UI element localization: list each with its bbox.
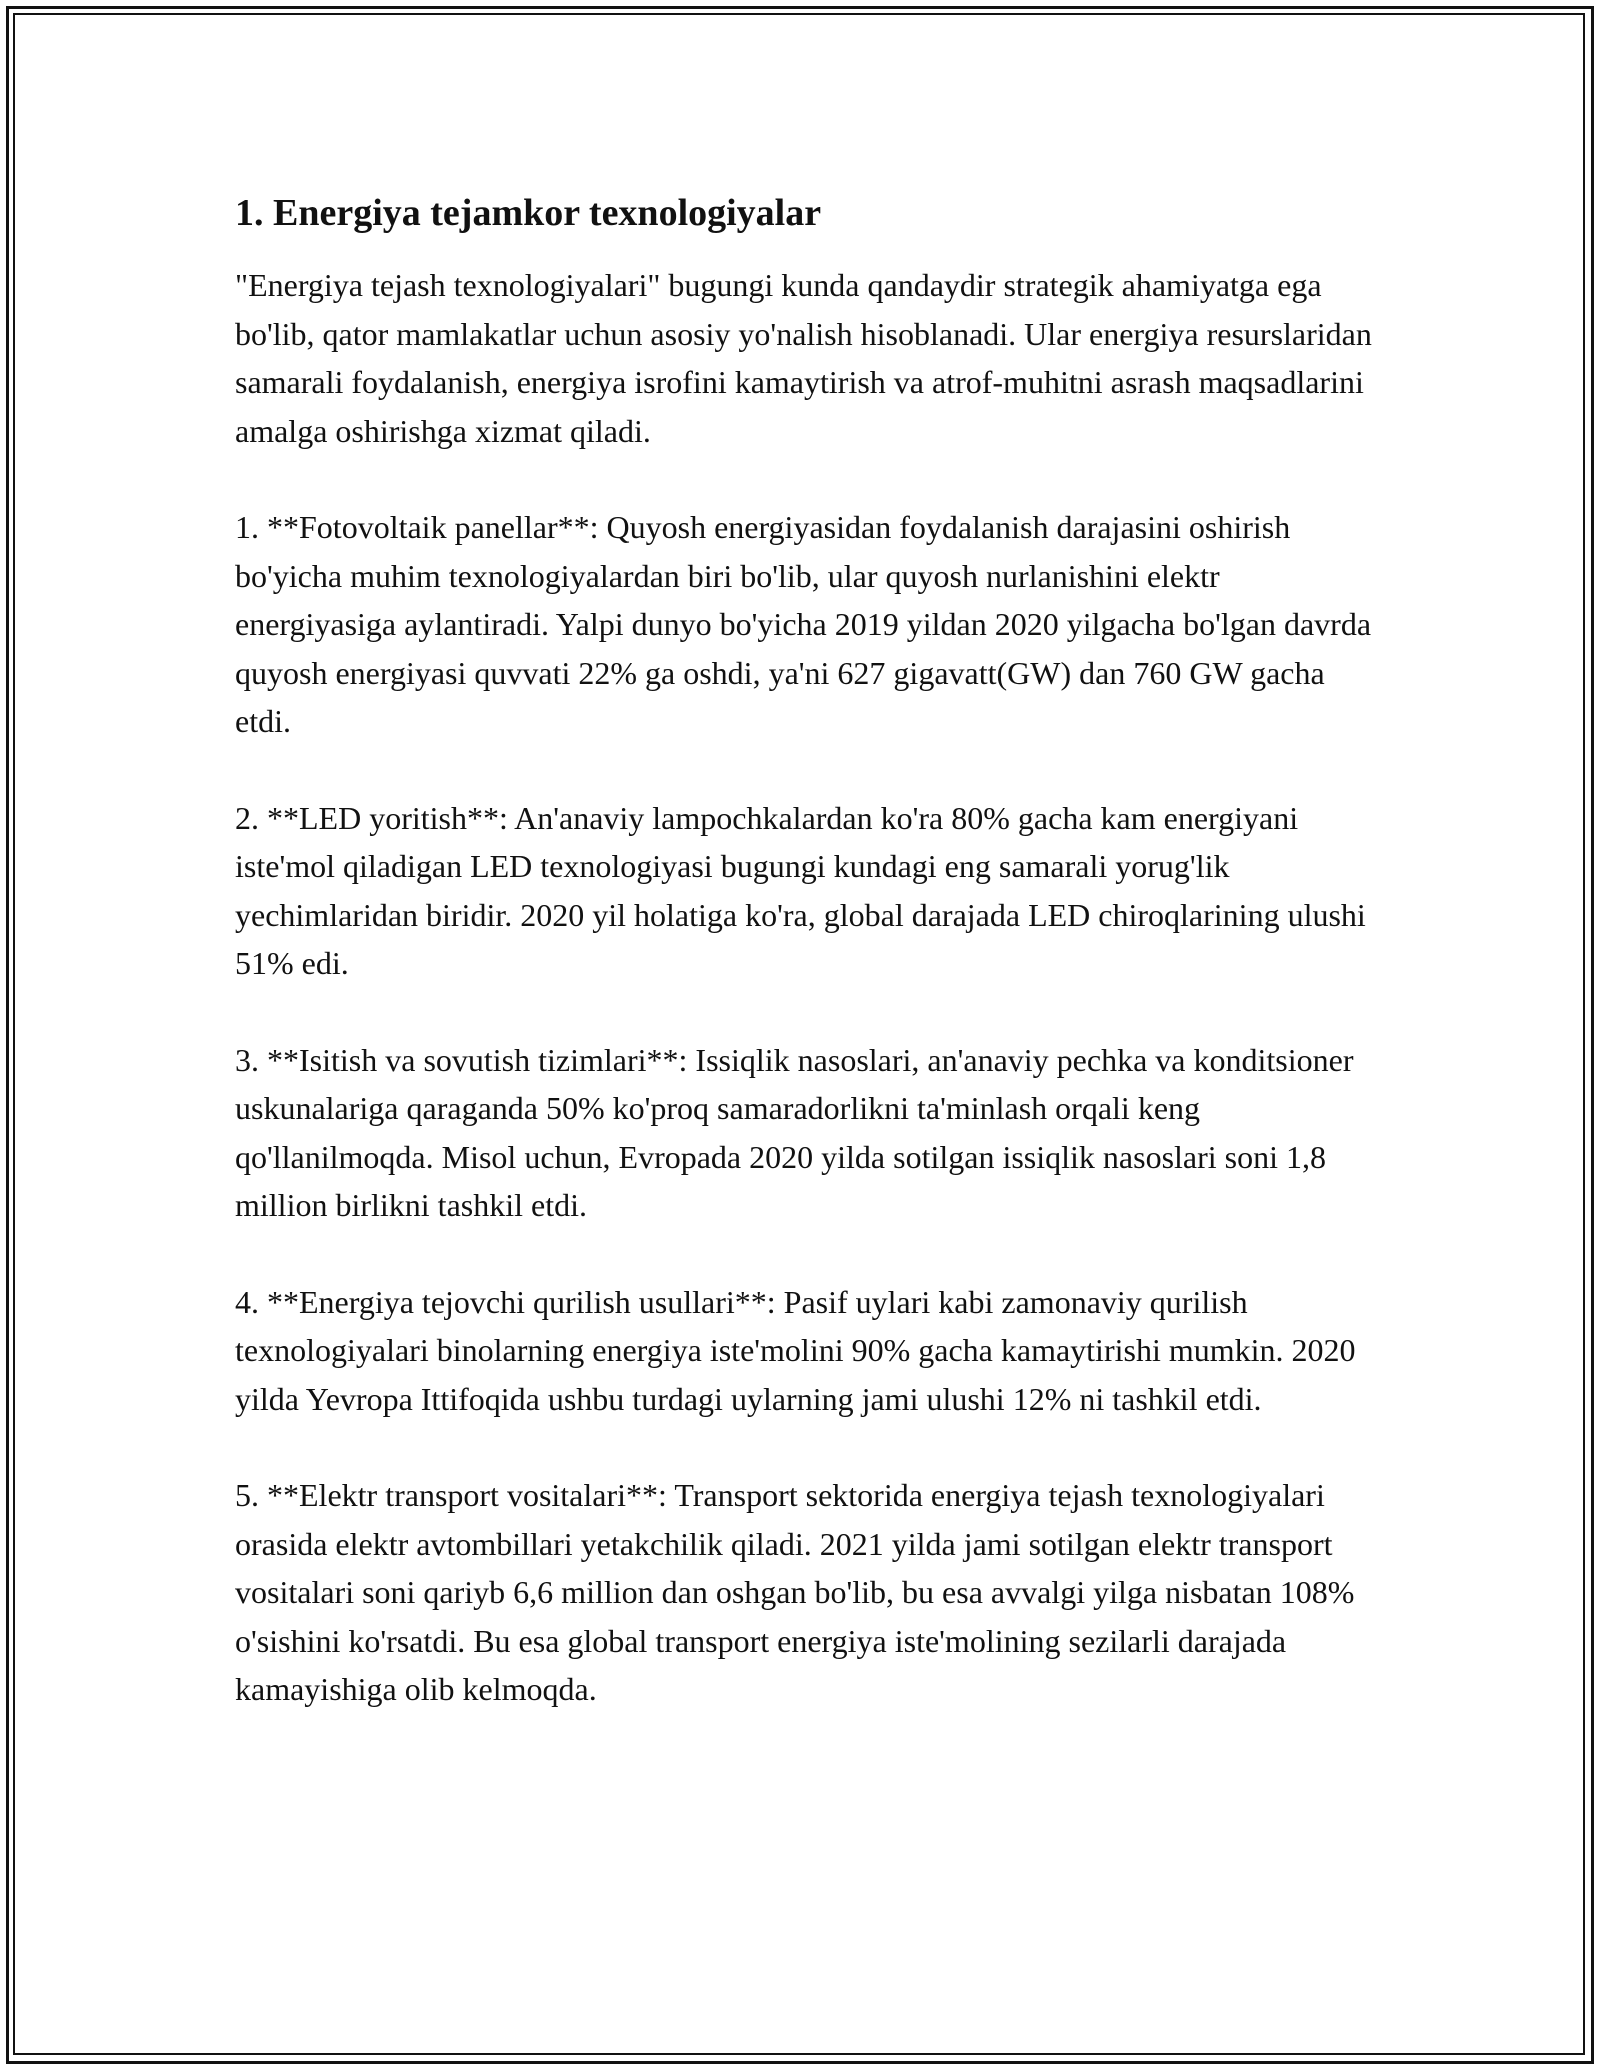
document-title: 1. Energiya tejamkor texnologiyalar: [235, 192, 822, 234]
document-body: [235, 185, 1375, 1762]
list-item-led-lighting: 2. **LED yoritish**: An'anaviy lampochkalardan ko'ra 80% gacha kam energiyani iste'mol qiladigan LED texnologiyasi bugungi kundagi eng samarali yorug'lik yechimlaridan biridir. 2020 yil holatiga ko'ra, global darajada LED chiroqlarining ulushi 51% edi.: [235, 799, 1366, 981]
intro-paragraph: "Energiya tejash texnologiyalari" bugungi kunda qandaydir strategik ahamiyatga ega bo'lib, qator mamlakatlar uchun asosiy yo'nalish hisoblanadi. Ular energiya resurslaridan samarali foydalanish, energiya isrofini kamaytirish va atrof-muhitni asrash maqsadlarini amalga oshirishga xizmat qiladi.: [235, 267, 1372, 449]
list-item-photovoltaic-panels: 1. **Fotovoltaik panellar**: Quyosh energiyasidan foydalanish darajasini oshirish bo'yicha muhim texnologiyalardan biri bo'lib, ular quyosh nurlanishini elektr energiyasiga aylantiradi. Yalpi dunyo bo'yicha 2019 yildan 2020 yilgacha bo'lgan davrda quyosh energiyasi quvvati 22% ga oshdi, ya'ni 627 gigavatt(GW) dan 760 GW gacha etdi.: [235, 509, 1372, 739]
list-item-electric-vehicles: 5. **Elektr transport vositalari**: Transport sektorida energiya tejash texnologiyalari orasida elektr avtombillari yetakchilik qiladi. 2021 yilda jami sotilgan elektr transport vositalari soni qariyb 6,6 million dan oshgan bo'lib, bu esa avvalgi yilga nisbatan 108% o'sishini ko'rsatdi. Bu esa global transport energiya iste'molining sezilarli darajada kamayishiga olib kelmoqda.: [235, 1477, 1355, 1707]
list-item-heating-cooling-systems: 3. **Isitish va sovutish tizimlari**: Issiqlik nasoslari, an'anaviy pechka va konditsioner uskunalariga qaraganda 50% ko'proq samaradorlikni ta'minlash orqali keng qo'llanilmoqda. Misol uchun, Evropada 2020 yilda sotilgan issiqlik nasoslari soni 1,8 million birlikni tashkil etdi.: [235, 1041, 1354, 1223]
list-item-energy-saving-construction: 4. **Energiya tejovchi qurilish usullari**: Pasif uylari kabi zamonaviy qurilish texnologiyalari binolarning energiya iste'molini 90% gacha kamaytirishi mumkin. 2020 yilda Yevropa Ittifoqida ushbu turdagi uylarning jami ulushi 12% ni tashkil etdi.: [235, 1283, 1356, 1417]
